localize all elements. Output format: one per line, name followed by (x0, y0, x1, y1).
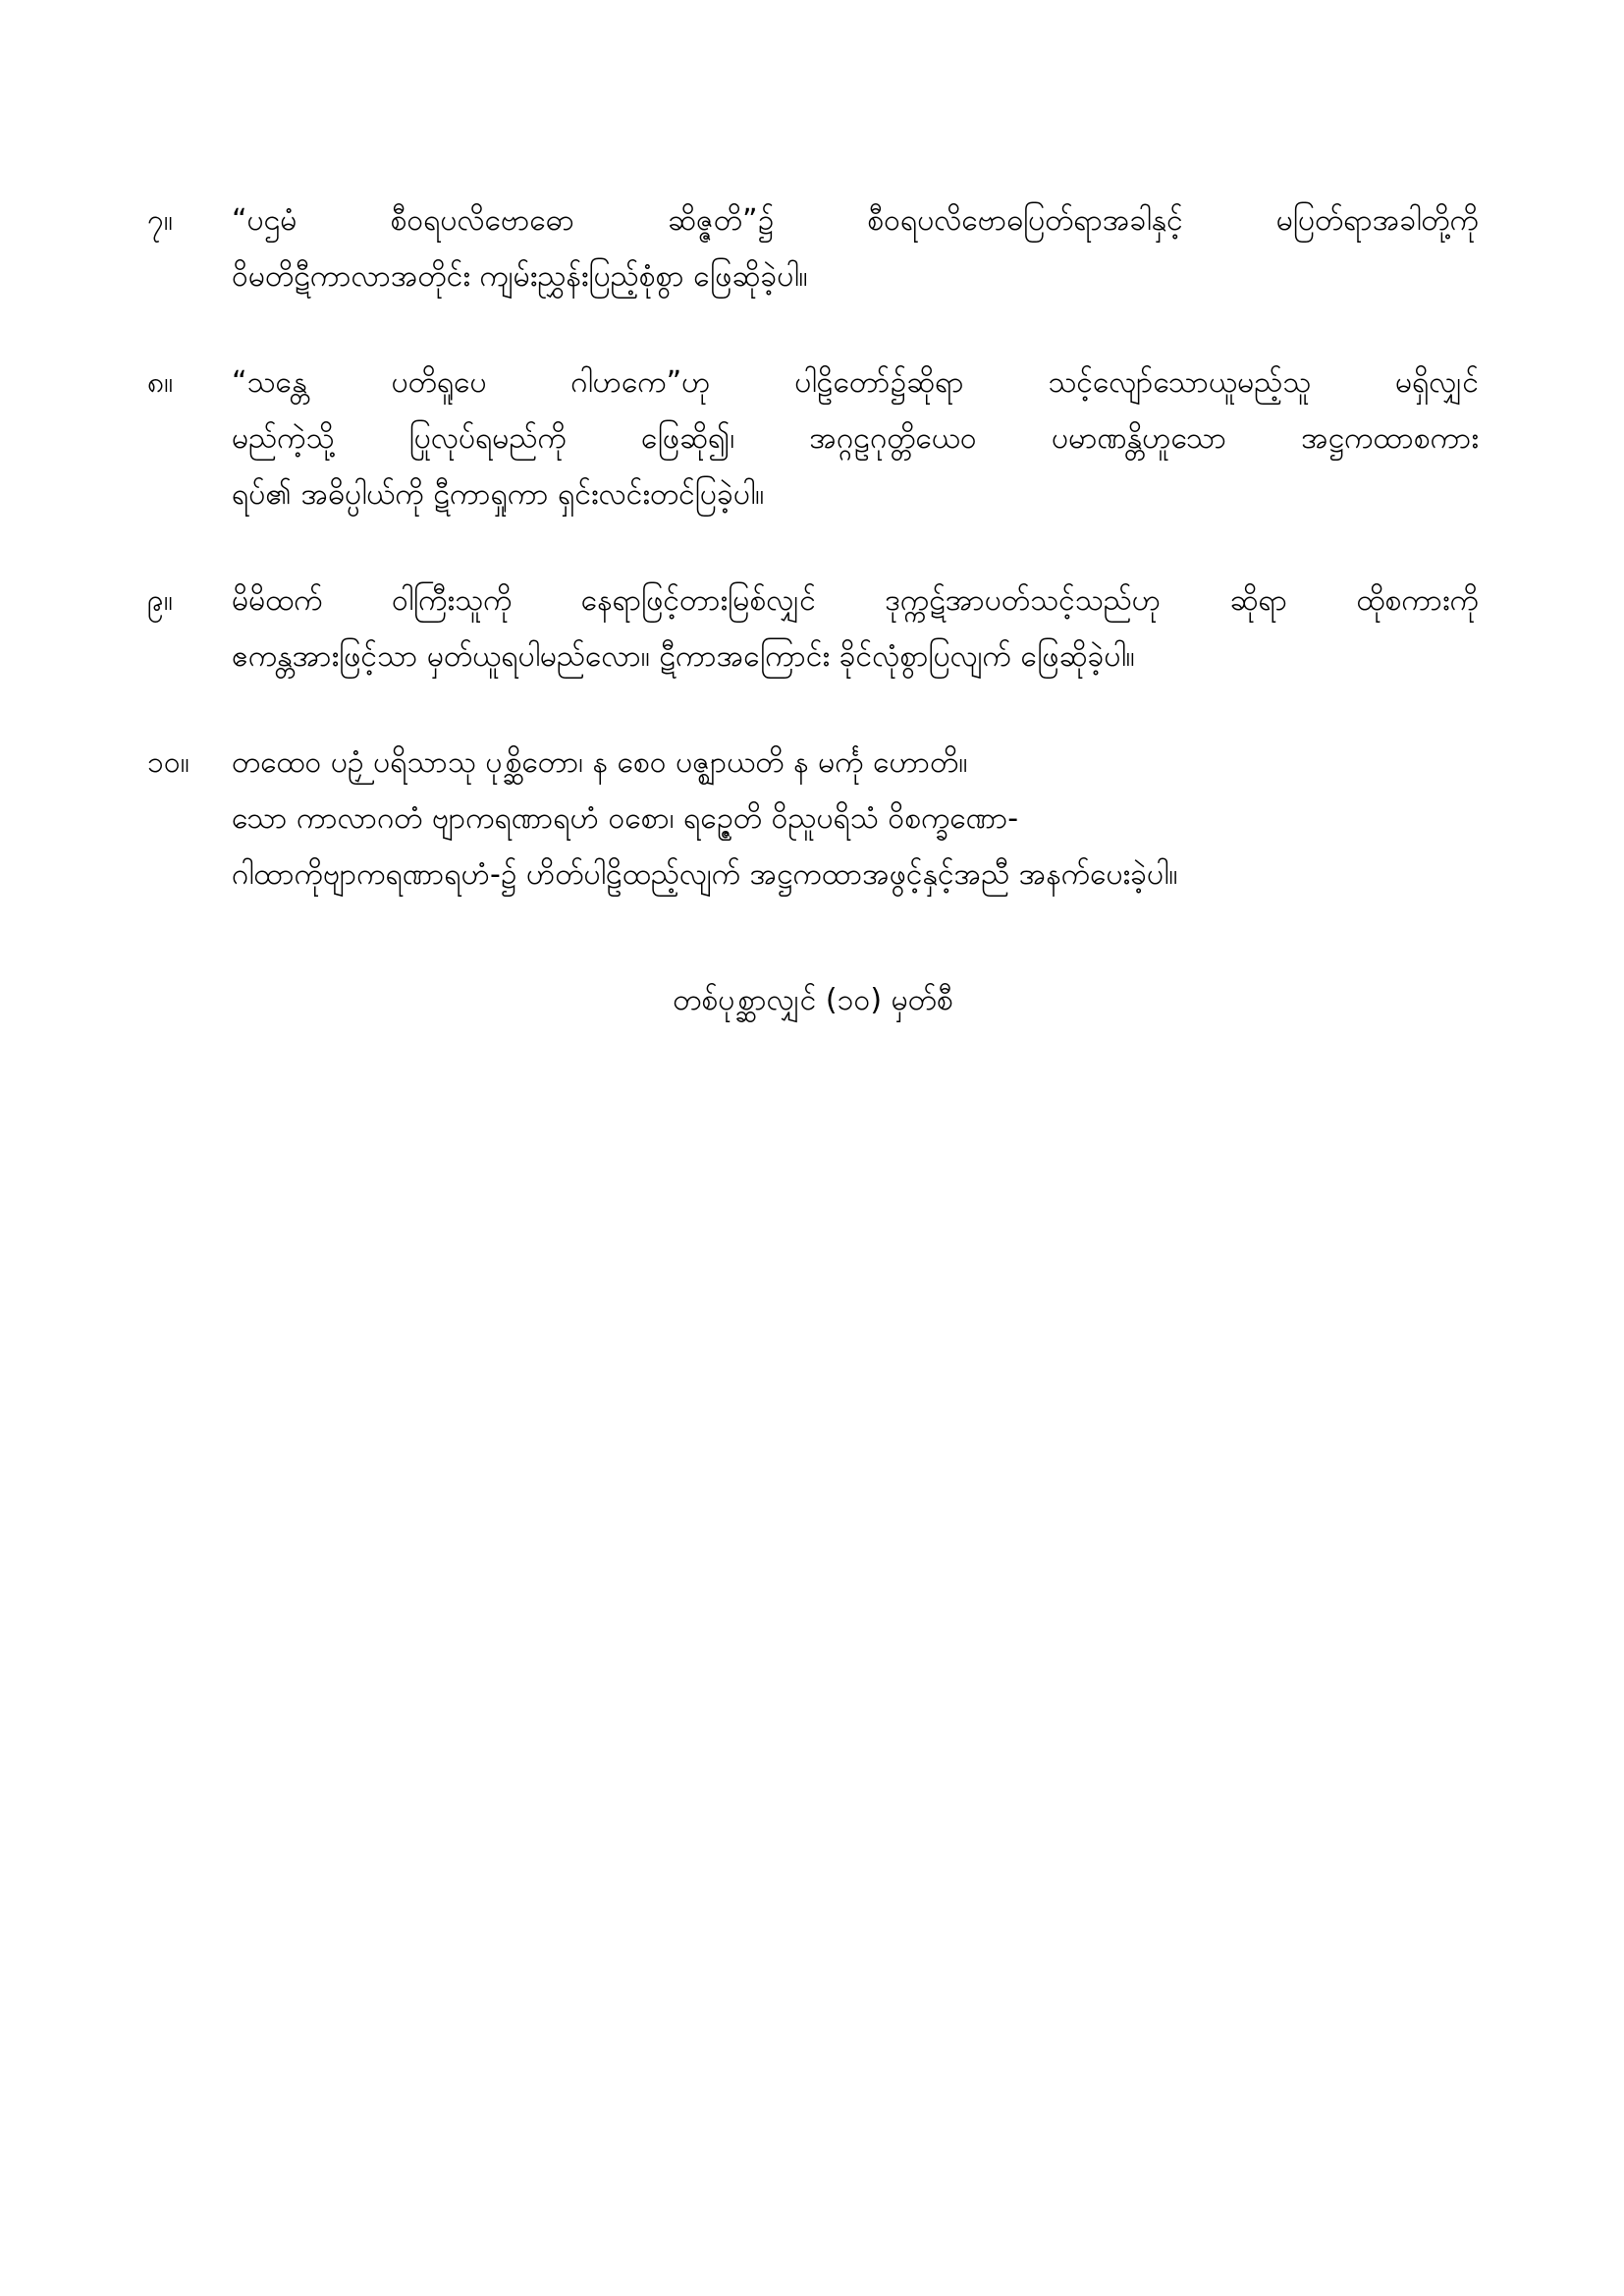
verse-line: တထေဝ ပဉှံ ပရိသာသု ပုစ္ဆိတော၊ န စေဝ ပဇ္ဈာယတိ န မင်္ကု ဟောတိ။ (232, 745, 968, 780)
question-text (232, 735, 1479, 902)
question-text (232, 192, 1479, 304)
question-number: ၉။ (147, 583, 173, 618)
question-line: ဝိမတိဋီကာလာအတိုင်း ကျမ်းညွှန်းပြည့်စုံစွာ ဖြေဆိုခဲ့ပါ။ (232, 259, 808, 294)
question-number: ၈။ (147, 365, 174, 400)
question-line: “ပဌမံ စီဝရပလိဗောဓော ဆိဇ္ဇတိ”၌ စီဝရပလိဗောဓပြတ်ရာအခါနှင့် မပြတ်ရာအခါတို့ကို (232, 203, 1479, 238)
question-item-9 (147, 573, 1479, 684)
verse-line: သော ကာလာဂတံ ဗျာကရဏာရဟံ ဝစော၊ ရဉ္ဇေတိ ဝိညူပရိသံ ဝိစက္ခဏော- (232, 801, 1019, 836)
question-line: ဧကန္တအားဖြင့်သာ မှတ်ယူရပါမည်လော။ ဋီကာအကြောင်း ခိုင်လုံစွာပြလျက် ဖြေဆိုခဲ့ပါ။ (232, 639, 1135, 674)
question-line: ဂါထာကိုဗျာကရဏာရဟံ-၌ ဟိတ်ပါဠိထည့်လျက် အဋ္ဌကထာအဖွင့်နှင့်အညီ အနက်ပေးခဲ့ပါ။ (232, 857, 1178, 892)
question-number: ၁၀။ (147, 745, 189, 780)
question-item-10 (147, 735, 1479, 902)
question-line: မိမိထက် ဝါကြီးသူကို နေရာဖြင့်တားမြစ်လျှင် ဒုက္ကဋ်အာပတ်သင့်သည်ဟု ဆိုရာ ထိုစကားကို (232, 583, 1479, 618)
question-item-8 (147, 355, 1479, 522)
question-line: ရပ်၏ အဓိပ္ပါယ်ကို ဋီကာရှုကာ ရှင်းလင်းတင်ပြခဲ့ပါ။ (232, 477, 765, 512)
question-number: ၇။ (147, 203, 173, 238)
document-page (147, 192, 1479, 1028)
marks-note: တစ်ပုစ္ဆာလျှင် (၁၀) မှတ်စီ (673, 983, 953, 1017)
question-text (232, 573, 1479, 684)
question-item-7 (147, 192, 1479, 304)
question-line: မည်ကဲ့သို့ ပြုလုပ်ရမည်ကို ဖြေဆို၍၊ အဂ္ဂဠဂုတ္တိယေဝ ပမာဏန္တိဟူသော အဋ္ဌကထာစကား (232, 421, 1479, 456)
question-text (232, 355, 1479, 522)
question-line: “သန္တေ ပတိရူပေ ဂါဟကေ”ဟု ပါဠိတော်၌ဆိုရာ သင့်လျော်သောယူမည့်သူ မရှိလျှင် (232, 365, 1479, 400)
